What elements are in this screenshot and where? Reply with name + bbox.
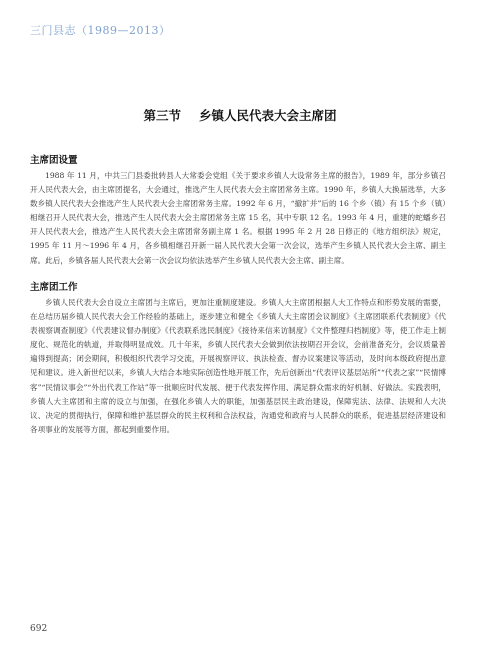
section-heading <box>0 106 480 124</box>
section-title: 乡镇人民代表大会主席团 <box>199 108 337 123</box>
subsection-heading-setup: 主席团设置 <box>30 155 78 166</box>
paragraph-work: 乡镇人民代表大会自设立主席团与主席后，更加注重制度建设。乡镇人大主席团根据人大工作特点和形势发展的需要，在总结历届乡镇人民代表大会工作经验的基础上，逐步建立和健全《乡镇人大主席团会议制度》《主席团联系代表制度》《代表视察调查制度》《代表建议督办制度》《代表联系选民制度》《接待来信来访制度》《文件整理归档制度》等，使工作走上制度化、规范化的轨道，并取得明显成效。几十年来，乡镇人民代表大会做到依法按期召开会议，会前准备充分，会议质量普遍得到提高；闭会期间，积极组织代表学习交流，开展视察评议、执法检查、督办议案建议等活动，及时向本级政府提出意见和建议。进入新世纪以来，乡镇人大结合本地实际创造性地开展工作，先后创新出“代表评议基层站所”“代表之家”“民情博客”“民情议事会”“外出代表工作站”等一批顺应时代发展、便于代表发挥作用、满足群众需求的好机制、好做法。实践表明，乡镇人大主席团和主席的设立与加强，在强化乡镇人大的职能，加强基层民主政治建设，保障宪法、法律、法规和人大决议、决定的贯彻执行，保障和维护基层群众的民主权利和合法权益，沟通党和政府与人民群众的联系，促进基层经济建设和各项事业的发展等方面，都起到重要作用。 <box>30 298 446 434</box>
running-header: 三门县志（1989—2013） <box>30 24 171 37</box>
section-number: 第三节 <box>143 108 181 123</box>
page-number: 692 <box>30 624 48 634</box>
subsection-heading-work: 主席团工作 <box>30 282 78 293</box>
paragraph-setup: 1988 年 11 月，中共三门县委批转县人大常委会党组《关于要求乡镇人大设常务主席的报告》，1989 年，部分乡镇召开人民代表大会，由主席团提名，大会通过，推选产生人民代表大会主席团常务主席。1990 年，乡镇人大换届选举，大多数乡镇人民代表大会推选产生人民代表大会主席团常务主席。1992 年 6 月，“撤扩并”后的 16 个乡（镇）有 15 个乡（镇）相继召开人民代表大会，推选产生人民代表大会主席团常务主席 15 名，其中专职 12 名。1993 年 4 月，重建的蛇蟠乡召开人民代表大会，推选产生人民代表大会主席团常务副主席 1 名。根据 1995 年 2 月 28 日修正的《地方组织法》规定，1995 年 11 月～1996 年 4 月，各乡镇相继召开新一届人民代表大会第一次会议，选举产生乡镇人民代表大会主席、副主席。此后，乡镇各届人民代表大会第一次会议均依法选举产生乡镇人民代表大会主席、副主席。 <box>30 171 446 265</box>
